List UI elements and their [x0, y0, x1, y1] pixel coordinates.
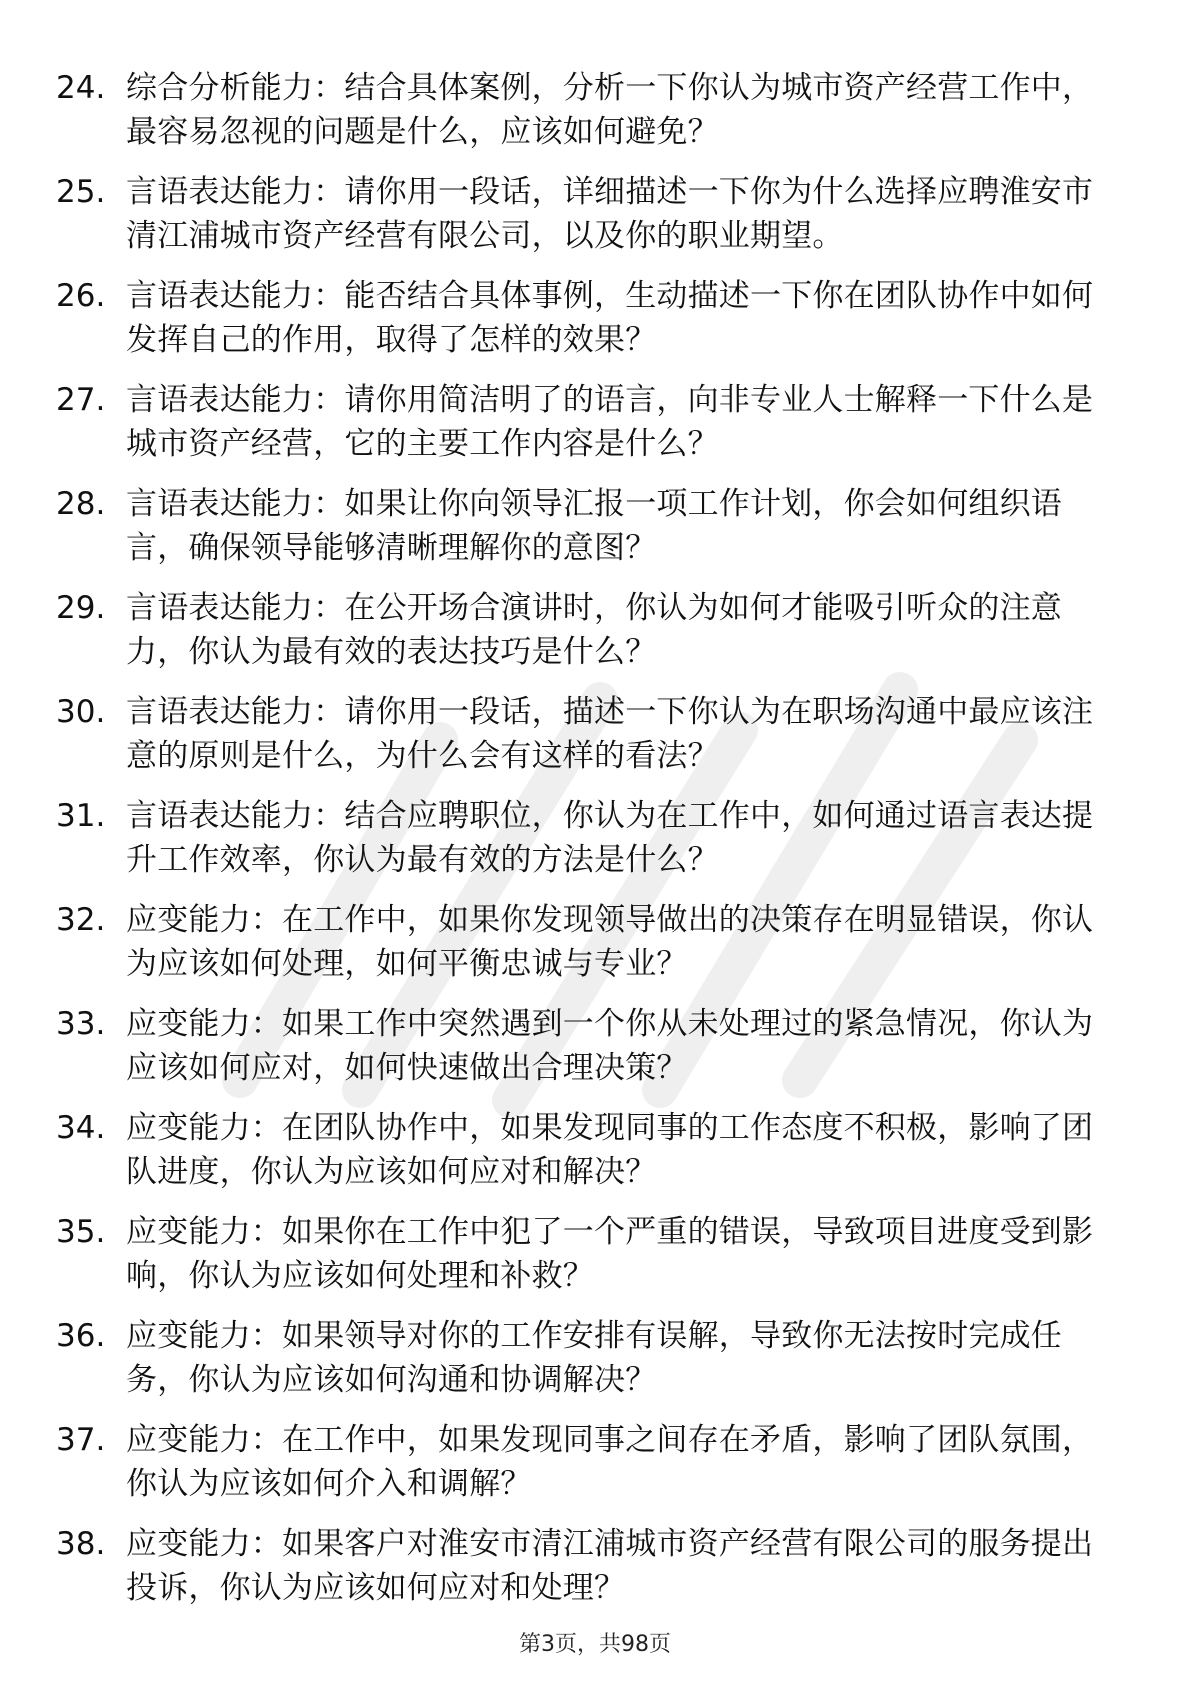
- question-text: 言语表达能力：请你用一段话，描述一下你认为在职场沟通中最应该注意的原则是什么，为什么会有这样的看法？: [126, 694, 1094, 774]
- question-list: [56, 66, 1116, 1626]
- question-item: [56, 378, 1116, 482]
- page-number-label: 第3页，共98页: [519, 1632, 671, 1657]
- question-number: 29.: [56, 590, 106, 626]
- question-item: [56, 66, 1116, 170]
- question-text: 应变能力：在团队协作中，如果发现同事的工作态度不积极，影响了团队进度，你认为应该如何应对和解决？: [126, 1110, 1094, 1190]
- question-number: 25.: [56, 174, 106, 210]
- question-item: [56, 274, 1116, 378]
- question-text: 言语表达能力：结合应聘职位，你认为在工作中，如何通过语言表达提升工作效率，你认为最有效的方法是什么？: [126, 798, 1094, 878]
- question-number: 33.: [56, 1006, 106, 1042]
- question-item: [56, 1314, 1116, 1418]
- page-footer: [0, 1630, 1190, 1660]
- question-text: 应变能力：如果领导对你的工作安排有误解，导致你无法按时完成任务，你认为应该如何沟通和协调解决？: [126, 1318, 1062, 1398]
- question-number: 35.: [56, 1214, 106, 1250]
- question-item: [56, 1418, 1116, 1522]
- question-text: 言语表达能力：请你用简洁明了的语言，向非专业人士解释一下什么是城市资产经营，它的主要工作内容是什么？: [126, 382, 1094, 462]
- question-item: [56, 1002, 1116, 1106]
- question-item: [56, 1210, 1116, 1314]
- question-item: [56, 482, 1116, 586]
- question-number: 27.: [56, 382, 106, 418]
- question-text: 应变能力：如果工作中突然遇到一个你从未处理过的紧急情况，你认为应该如何应对，如何快速做出合理决策？: [126, 1006, 1094, 1086]
- question-number: 32.: [56, 902, 106, 938]
- question-text: 言语表达能力：请你用一段话，详细描述一下你为什么选择应聘淮安市清江浦城市资产经营有限公司，以及你的职业期望。: [126, 174, 1094, 254]
- question-text: 应变能力：在工作中，如果你发现领导做出的决策存在明显错误，你认为应该如何处理，如何平衡忠诚与专业？: [126, 902, 1094, 982]
- question-item: [56, 690, 1116, 794]
- question-text: 言语表达能力：如果让你向领导汇报一项工作计划，你会如何组织语言，确保领导能够清晰理解你的意图？: [126, 486, 1062, 566]
- question-text: 应变能力：在工作中，如果发现同事之间存在矛盾，影响了团队氛围，你认为应该如何介入和调解？: [126, 1422, 1094, 1502]
- question-text: 言语表达能力：能否结合具体事例，生动描述一下你在团队协作中如何发挥自己的作用，取得了怎样的效果？: [126, 278, 1094, 358]
- question-number: 37.: [56, 1422, 106, 1458]
- question-number: 30.: [56, 694, 106, 730]
- question-number: 36.: [56, 1318, 106, 1354]
- question-text: 言语表达能力：在公开场合演讲时，你认为如何才能吸引听众的注意力，你认为最有效的表达技巧是什么？: [126, 590, 1062, 670]
- question-number: 31.: [56, 798, 106, 834]
- question-number: 34.: [56, 1110, 106, 1146]
- question-item: [56, 170, 1116, 274]
- question-number: 28.: [56, 486, 106, 522]
- question-item: [56, 898, 1116, 1002]
- question-number: 26.: [56, 278, 106, 314]
- question-item: [56, 586, 1116, 690]
- question-text: 综合分析能力：结合具体案例，分析一下你认为城市资产经营工作中，最容易忽视的问题是什么，应该如何避免？: [126, 70, 1094, 150]
- question-text: 应变能力：如果你在工作中犯了一个严重的错误，导致项目进度受到影响，你认为应该如何处理和补救？: [126, 1214, 1094, 1294]
- question-text: 应变能力：如果客户对淮安市清江浦城市资产经营有限公司的服务提出投诉，你认为应该如何应对和处理？: [126, 1526, 1094, 1606]
- question-item: [56, 1106, 1116, 1210]
- question-number: 38.: [56, 1526, 106, 1562]
- question-item: [56, 794, 1116, 898]
- question-number: 24.: [56, 70, 106, 106]
- question-item: [56, 1522, 1116, 1626]
